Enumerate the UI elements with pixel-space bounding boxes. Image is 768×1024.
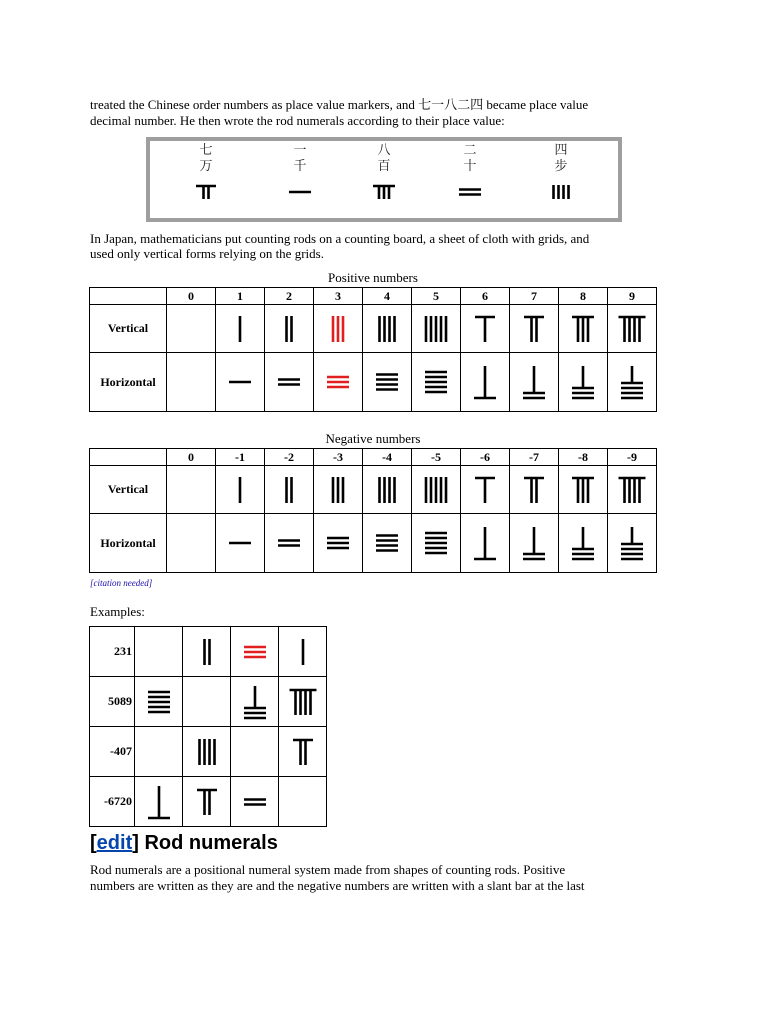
column-header: -2	[265, 449, 314, 466]
chinese-digit: 四	[554, 143, 568, 158]
chinese-place-unit: 百	[377, 159, 391, 174]
negative-table-caption: Negative numbers	[325, 431, 421, 446]
column-header: -9	[608, 449, 657, 466]
intro-line-1: treated the Chinese order numbers as place value markers, and 七一八二四 became place value	[90, 97, 589, 112]
rod-digit-5-horizontal-icon	[420, 362, 452, 402]
table-row	[90, 727, 327, 777]
chinese-digit: 二	[463, 143, 477, 158]
table-cell	[412, 305, 461, 353]
rod-digit-8-vertical-icon	[567, 473, 599, 507]
table-cell	[216, 305, 265, 353]
table-cell	[314, 305, 363, 353]
table-corner-cell	[90, 288, 167, 305]
rod-digit-5-vertical-icon	[420, 473, 452, 507]
column-header: 0	[167, 288, 216, 305]
example-cell	[231, 627, 279, 677]
column-header: -6	[461, 449, 510, 466]
intro-line-2: decimal number. He then wrote the rod numerals according to their place value:	[90, 113, 505, 128]
chinese-place-value-box	[146, 137, 622, 222]
column-header: 8	[559, 288, 608, 305]
table-cell	[559, 353, 608, 412]
rod-digit-7-vertical-icon	[191, 785, 223, 819]
rod-numerals-heading	[90, 830, 278, 856]
example-cell	[231, 677, 279, 727]
table-cell	[265, 514, 314, 573]
rod-digit-0-horizontal-icon	[175, 523, 207, 563]
table-row	[90, 466, 657, 514]
rod-digit-2-horizontal-icon	[458, 181, 482, 203]
chinese-digit: 八	[377, 143, 391, 158]
table-cell	[461, 514, 510, 573]
table-row	[90, 627, 327, 677]
table-cell	[412, 514, 461, 573]
table-row	[90, 514, 657, 573]
rod-digit-7-vertical-icon	[518, 473, 550, 507]
rod-digit-1-horizontal-icon	[224, 523, 256, 563]
table-cell	[510, 514, 559, 573]
example-number: -6720	[90, 777, 135, 827]
chinese-place-unit: 十	[463, 159, 477, 174]
table-cell	[510, 466, 559, 514]
rod-digit-1-horizontal-icon	[224, 362, 256, 402]
column-header: 5	[412, 288, 461, 305]
chinese-digit: 一	[293, 143, 307, 158]
rod-digit-6-vertical-icon	[469, 473, 501, 507]
table-cell	[216, 353, 265, 412]
rod-digit-7-vertical-icon	[518, 312, 550, 346]
example-number: 231	[90, 627, 135, 677]
column-header: -4	[363, 449, 412, 466]
row-label: Horizontal	[90, 353, 167, 412]
table-cell	[510, 305, 559, 353]
example-cell	[231, 777, 279, 827]
rod-digit-5-horizontal-icon	[143, 682, 175, 722]
column-header: 6	[461, 288, 510, 305]
table-cell	[265, 466, 314, 514]
row-label: Vertical	[90, 305, 167, 353]
examples-label: Examples:	[90, 604, 145, 619]
column-header: 7	[510, 288, 559, 305]
rod-digit-4-vertical-icon	[371, 473, 403, 507]
rod-digit-6-horizontal-icon	[469, 362, 501, 402]
rod-digit-3-vertical-icon	[322, 473, 354, 507]
place-value-column	[186, 143, 226, 203]
table-cell	[167, 353, 216, 412]
table-cell	[363, 353, 412, 412]
rod-digit-7-vertical-icon	[194, 181, 218, 203]
chinese-place-unit: 步	[554, 159, 568, 174]
rod-digit-8-vertical-icon	[567, 312, 599, 346]
chinese-digit: 七	[199, 143, 213, 158]
rod-digit-1-vertical-icon	[287, 635, 319, 669]
example-cell	[183, 677, 231, 727]
rod-digit-1-vertical-icon	[224, 473, 256, 507]
row-label: Vertical	[90, 466, 167, 514]
rod-digit-4-vertical-icon	[371, 312, 403, 346]
table-cell	[363, 466, 412, 514]
place-value-column	[450, 143, 490, 203]
table-cell	[412, 466, 461, 514]
example-cell	[183, 777, 231, 827]
rod-digit-8-horizontal-icon	[567, 523, 599, 563]
rod-digit-9-vertical-icon	[616, 473, 648, 507]
rod-digit-3-horizontal-icon	[239, 632, 271, 672]
rod-digit-4-horizontal-icon	[371, 362, 403, 402]
negative-numbers-table	[89, 448, 657, 573]
column-header: -5	[412, 449, 461, 466]
rod-digit-4-horizontal-icon	[371, 523, 403, 563]
table-cell	[265, 353, 314, 412]
column-header: -3	[314, 449, 363, 466]
rod-text-line-1: Rod numerals are a positional numeral system made from shapes of counting rods. Positive	[90, 862, 566, 877]
rod-digit-2-horizontal-icon	[273, 523, 305, 563]
table-cell	[608, 305, 657, 353]
table-cell	[265, 305, 314, 353]
rod-digit-4-vertical-icon	[191, 735, 223, 769]
example-cell	[279, 777, 327, 827]
rod-digit-9-vertical-icon	[616, 312, 648, 346]
rod-digit-6-horizontal-icon	[143, 782, 175, 822]
table-row	[90, 353, 657, 412]
example-cell	[279, 627, 327, 677]
section-title: Rod numerals	[144, 832, 278, 854]
rod-digit-9-horizontal-icon	[616, 523, 648, 563]
column-header: -1	[216, 449, 265, 466]
rod-digit-0-vertical-icon	[175, 473, 207, 507]
rod-digit-2-horizontal-icon	[273, 362, 305, 402]
table-cell	[216, 466, 265, 514]
rod-digit-7-horizontal-icon	[518, 362, 550, 402]
column-header: 2	[265, 288, 314, 305]
rod-digit-8-horizontal-icon	[567, 362, 599, 402]
positive-table-caption: Positive numbers	[328, 270, 418, 285]
table-cell	[461, 305, 510, 353]
table-cell	[559, 514, 608, 573]
table-row	[90, 777, 327, 827]
rod-digit-8-horizontal-icon	[239, 682, 271, 722]
column-header: 9	[608, 288, 657, 305]
table-cell	[608, 353, 657, 412]
rod-digit-2-vertical-icon	[191, 635, 223, 669]
table-cell	[216, 514, 265, 573]
rod-digit-9-horizontal-icon	[616, 362, 648, 402]
table-cell	[314, 466, 363, 514]
table-cell	[510, 353, 559, 412]
rod-digit-5-vertical-icon	[420, 312, 452, 346]
example-cell	[231, 727, 279, 777]
rod-digit-3-horizontal-icon	[322, 362, 354, 402]
table-cell	[314, 514, 363, 573]
rod-digit-6-horizontal-icon	[469, 523, 501, 563]
positive-numbers-table	[89, 287, 657, 412]
rod-digit-1-vertical-icon	[224, 312, 256, 346]
rod-digit-4-vertical-icon	[549, 181, 573, 203]
example-cell	[279, 677, 327, 727]
rod-digit-2-vertical-icon	[273, 473, 305, 507]
rod-digit-9-vertical-icon	[287, 685, 319, 719]
example-cell	[135, 777, 183, 827]
citation-needed-link[interactable]: [citation needed]	[90, 578, 153, 588]
column-header: 1	[216, 288, 265, 305]
rod-text-line-2: numbers are written as they are and the negative numbers are written with a slant bar at the last	[90, 878, 585, 893]
example-cell	[183, 627, 231, 677]
table-cell	[363, 514, 412, 573]
rod-digit-2-horizontal-icon	[239, 782, 271, 822]
example-cell	[135, 627, 183, 677]
rod-digit-3-vertical-icon	[322, 312, 354, 346]
example-cell	[183, 727, 231, 777]
row-label: Horizontal	[90, 514, 167, 573]
example-cell	[279, 727, 327, 777]
rod-digit-3-horizontal-icon	[322, 523, 354, 563]
column-header: 0	[167, 449, 216, 466]
rod-digit-0-vertical-icon	[175, 312, 207, 346]
place-value-column	[364, 143, 404, 203]
example-number: 5089	[90, 677, 135, 727]
table-cell	[559, 466, 608, 514]
chinese-place-unit: 万	[199, 159, 213, 174]
example-number: -407	[90, 727, 135, 777]
rod-digit-5-horizontal-icon	[420, 523, 452, 563]
edit-link[interactable]: edit	[96, 832, 133, 854]
open-bracket: [	[90, 832, 97, 854]
column-header: 3	[314, 288, 363, 305]
place-value-column	[541, 143, 581, 203]
example-cell	[135, 727, 183, 777]
rod-digit-1-horizontal-icon	[288, 181, 312, 203]
table-cell	[608, 466, 657, 514]
examples-table	[89, 626, 327, 827]
column-header: -8	[559, 449, 608, 466]
table-cell	[559, 305, 608, 353]
column-header: -7	[510, 449, 559, 466]
japan-line-2: used only vertical forms relying on the grids.	[90, 246, 324, 261]
table-cell	[412, 353, 461, 412]
table-row	[90, 677, 327, 727]
rod-digit-0-horizontal-icon	[175, 362, 207, 402]
table-cell	[314, 353, 363, 412]
table-cell	[363, 305, 412, 353]
table-cell	[167, 305, 216, 353]
column-header: 4	[363, 288, 412, 305]
rod-digit-7-horizontal-icon	[518, 523, 550, 563]
table-cell	[167, 466, 216, 514]
table-cell	[167, 514, 216, 573]
rod-digit-6-vertical-icon	[469, 312, 501, 346]
rod-digit-2-vertical-icon	[273, 312, 305, 346]
table-row	[90, 305, 657, 353]
close-bracket: ]	[132, 832, 139, 854]
table-cell	[608, 514, 657, 573]
example-cell	[135, 677, 183, 727]
japan-line-1: In Japan, mathematicians put counting rods on a counting board, a sheet of cloth with grids, and	[90, 231, 590, 246]
rod-digit-8-vertical-icon	[372, 181, 396, 203]
chinese-place-unit: 千	[293, 159, 307, 174]
table-corner-cell	[90, 449, 167, 466]
place-value-column	[280, 143, 320, 203]
rod-digit-7-vertical-icon	[287, 735, 319, 769]
table-cell	[461, 353, 510, 412]
table-cell	[461, 466, 510, 514]
